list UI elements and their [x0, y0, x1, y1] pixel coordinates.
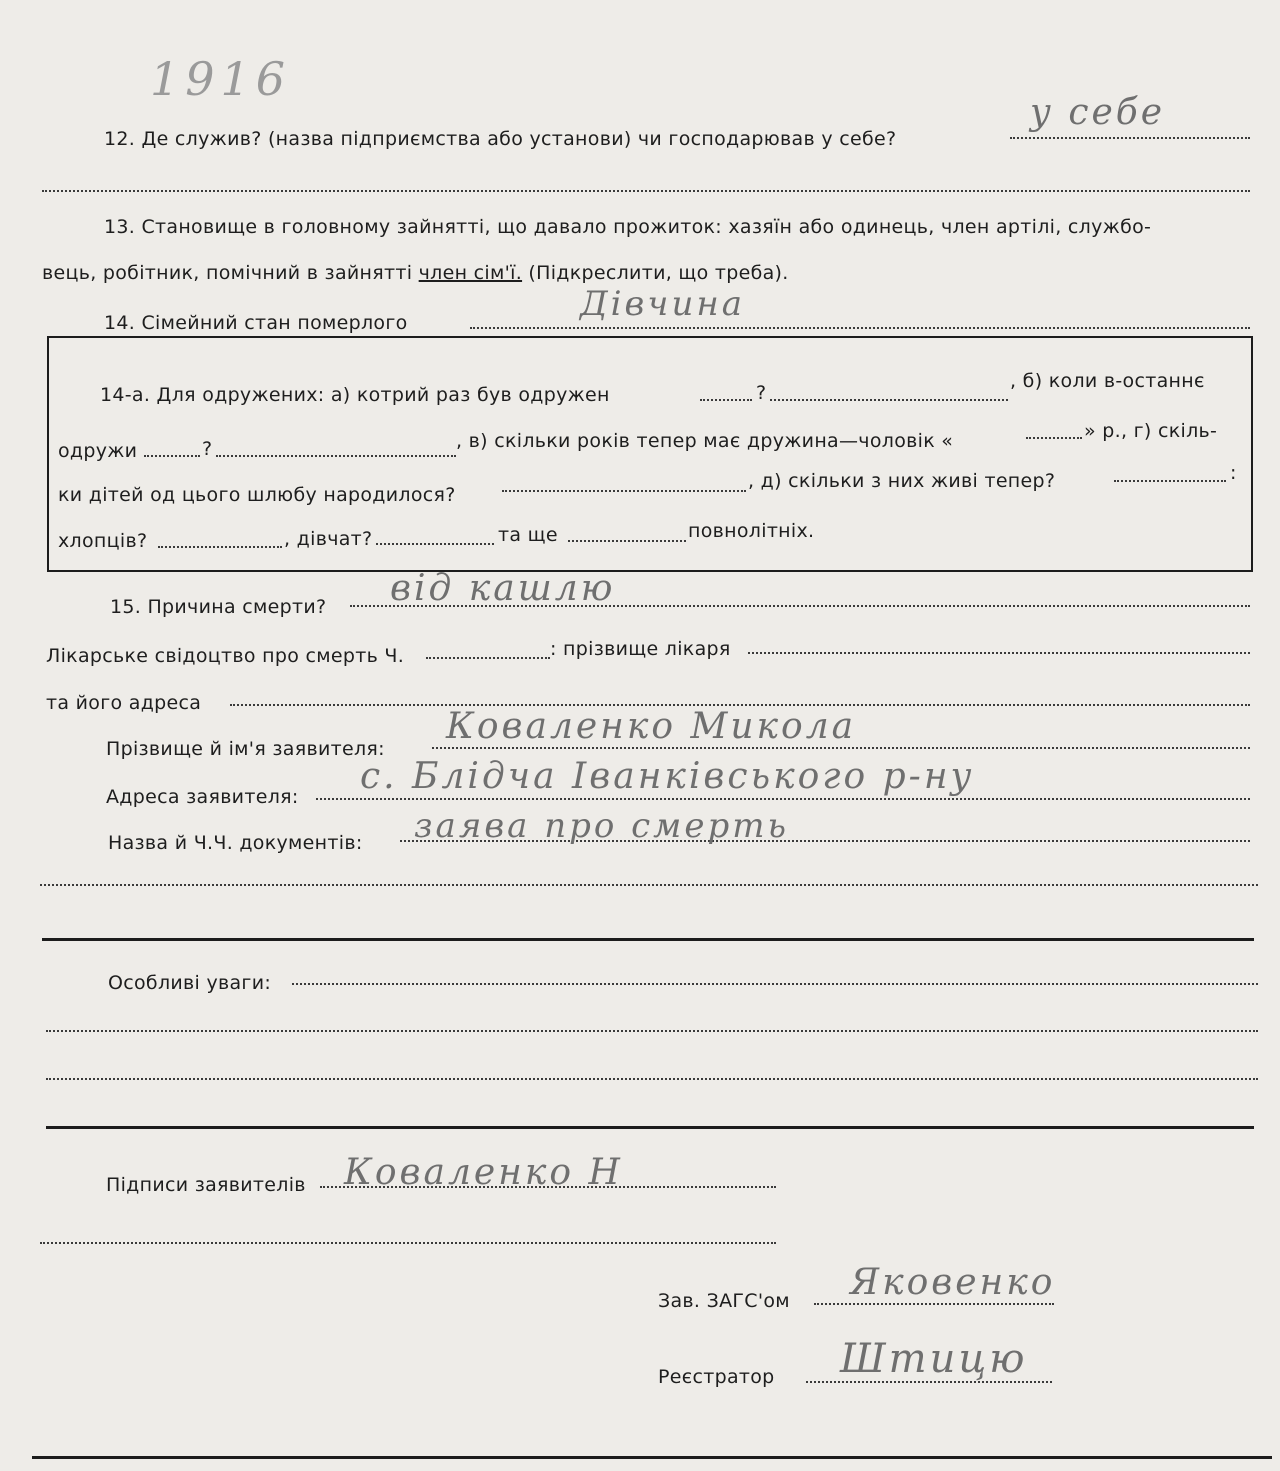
q14a-times-married-line [700, 399, 752, 401]
section-divider-2 [46, 1126, 1254, 1129]
q13-line2-prefix: вець, робітник, помічний в зайнятті [42, 262, 413, 284]
q14a-line4c: та ще [498, 524, 558, 546]
q15-doctor-line [748, 652, 1250, 654]
registrar-label: Реєстратор [658, 1366, 775, 1388]
q14a-line2d: » р., г) скіль- [1084, 420, 1218, 442]
q14a-line2a: одружи [58, 440, 138, 462]
q14a-line4a: хлопців? [58, 530, 148, 552]
notes-line-3 [46, 1078, 1258, 1080]
archive-mark: 1916 [150, 52, 292, 106]
q15-answer: від кашлю [390, 568, 616, 609]
q15-address-label: та його адреса [46, 692, 202, 714]
head-registry-signature: Яковенко [850, 1262, 1056, 1303]
notes-line-1 [292, 983, 1258, 985]
q15-label: 15. Причина смерти? [110, 596, 327, 618]
q14a-line3a: ки дітей од цього шлюбу народилося? [58, 484, 456, 506]
q12-label: 12. Де служив? (назва підприємства або установи) чи господарював у себе? [104, 128, 897, 150]
applicant-docs-label: Назва й Ч.Ч. документів: [108, 832, 363, 854]
q14a-children-alive-line [1114, 480, 1226, 482]
q14a-line1b: ? [756, 382, 767, 404]
q15-doctor-label: : прізвище лікаря [550, 638, 731, 660]
applicant-address-line [316, 798, 1250, 800]
q14a-q1-line [770, 399, 1008, 401]
notes-line-2 [46, 1030, 1258, 1032]
q14a-boys-line [158, 546, 282, 548]
q14a-adults-line [568, 540, 686, 542]
q14-label: 14. Сімейний стан померлого [104, 312, 408, 334]
q14-answer: Дівчина [580, 284, 746, 324]
q14a-line4b: , дівчат? [284, 528, 373, 550]
applicant-name-line [432, 747, 1250, 749]
q14a-line3b: , д) скільки з них живі тепер? [748, 470, 1056, 492]
q14-answer-line [470, 327, 1250, 329]
q15-cert-number-line [426, 657, 550, 659]
q14a-line1c: , б) коли в-останнє [1010, 370, 1205, 392]
q14a-line2b: ? [202, 438, 213, 460]
applicant-extra-line [40, 884, 1258, 886]
q14a-children-born-line [502, 490, 746, 492]
q14a-married-when-line [144, 455, 200, 457]
q13-line2-suffix: (Підкреслити, що треба). [528, 262, 789, 284]
applicant-address-label: Адреса заявителя: [106, 786, 299, 808]
q12-answer: у себе [1030, 92, 1166, 133]
bottom-divider [32, 1456, 1272, 1459]
q13-line2 [42, 262, 789, 284]
applicant-name-label: Прізвище й ім'я заявителя: [106, 738, 385, 760]
q14a-line4d: повнолітніх. [688, 520, 815, 542]
applicants-signature-label: Підписи заявителів [106, 1174, 306, 1196]
q13-selected-option: член сім'ї. [418, 262, 523, 284]
head-registry-line [814, 1303, 1054, 1305]
applicants-signature-value: Коваленко Н [344, 1152, 623, 1193]
q14a-spouse-age-line [1026, 437, 1082, 439]
q14a-girls-line [376, 543, 494, 545]
q12-answer-line [1010, 137, 1250, 139]
registrar-signature: Штицю [840, 1336, 1028, 1382]
applicant-address-value: с. Блідча Іванківського р-ну [360, 756, 975, 797]
q15-cert-label: Лікарське свідоцтво про смерть Ч. [46, 645, 405, 667]
applicant-docs-value: заява про смерть [414, 806, 790, 846]
q14a-line2c: , в) скільки років тепер має дружина—чоловік « [456, 430, 954, 452]
q14a-q2-line [216, 455, 456, 457]
q14a-line3c: : [1230, 462, 1237, 484]
q13-line1: 13. Становище в головному зайнятті, що давало прожиток: хазяїн або одинець, член артілі, службо- [104, 216, 1152, 238]
q14a-line1a: 14-а. Для одружених: а) котрий раз був одружен [100, 384, 610, 406]
applicant-name-value: Коваленко Микола [446, 706, 857, 747]
applicants-signature-line-2 [40, 1242, 776, 1244]
q12-extra-line [42, 190, 1250, 192]
head-registry-label: Зав. ЗАГС'ом [658, 1290, 790, 1312]
notes-label: Особливі уваги: [108, 972, 272, 994]
section-divider-1 [42, 938, 1254, 941]
